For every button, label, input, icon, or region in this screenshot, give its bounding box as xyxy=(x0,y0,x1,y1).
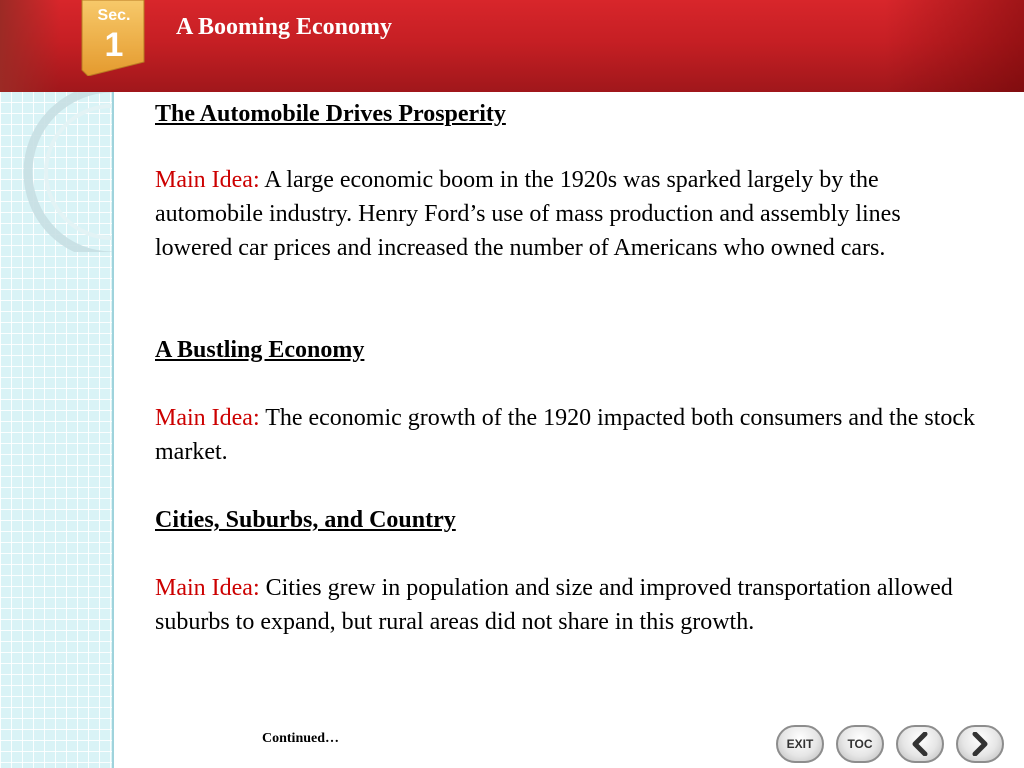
section-paragraph xyxy=(155,571,975,639)
main-idea-label: Main Idea: xyxy=(155,167,260,193)
chevron-right-icon xyxy=(970,732,990,756)
previous-button[interactable] xyxy=(896,725,944,763)
main-idea-text: A large economic boom in the 1920s was sparked largely by the automobile industry. Henry Ford’s use of mass production and assembly lines lowered car prices and increased the number of Americans who owned cars. xyxy=(155,167,901,261)
section-heading: Cities, Suburbs, and Country xyxy=(155,507,456,533)
section-heading: The Automobile Drives Prosperity xyxy=(155,101,506,127)
section-badge-number: 1 xyxy=(104,26,124,64)
decorative-circle xyxy=(0,92,112,252)
section-paragraph xyxy=(155,163,975,265)
header-shade-right xyxy=(884,0,1024,92)
section-badge-prefix: Sec. xyxy=(97,7,131,24)
section-badge xyxy=(78,0,148,76)
section-heading: A Bustling Economy xyxy=(155,337,365,363)
page-title: A Booming Economy xyxy=(176,14,393,40)
decorative-panel-edge xyxy=(112,92,114,768)
toc-button[interactable] xyxy=(836,725,884,763)
main-idea-text: The economic growth of the 1920 impacted both consumers and the stock market. xyxy=(155,405,976,465)
main-idea-label: Main Idea: xyxy=(155,405,260,431)
main-idea-label: Main Idea: xyxy=(155,575,260,601)
chevron-left-icon xyxy=(910,732,930,756)
toc-button-label: TOC xyxy=(847,737,873,751)
exit-button[interactable] xyxy=(776,725,824,763)
continued-label: Continued… xyxy=(262,731,340,746)
section-paragraph xyxy=(155,401,975,469)
header-bar xyxy=(0,0,1024,92)
next-button[interactable] xyxy=(956,725,1004,763)
header-shade-left xyxy=(0,0,60,92)
exit-button-label: EXIT xyxy=(786,737,814,751)
main-idea-text: Cities grew in population and size and improved transportation allowed suburbs to expand, but rural areas did not share in this growth. xyxy=(155,575,953,635)
